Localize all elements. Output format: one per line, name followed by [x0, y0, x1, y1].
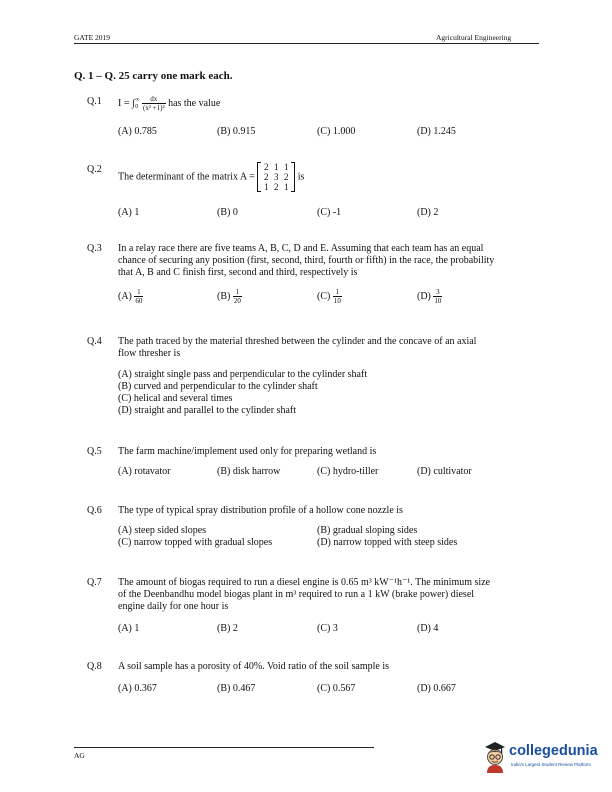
fraction-denominator: 60 — [135, 297, 143, 305]
option-c: (C) -1 — [317, 207, 342, 218]
question-number: Q.5 — [87, 446, 102, 457]
question-stem-line: that A, B and C finish first, second and third, respectively is — [118, 267, 358, 278]
option-d: (D) cultivator — [417, 466, 472, 477]
option-a: (A) 0.367 — [118, 683, 157, 694]
option-a: (A) 0.785 — [118, 126, 157, 137]
option-d: (D) 2 — [417, 207, 439, 218]
question-number: Q.7 — [87, 577, 102, 588]
integral-upper-limit: ∞ — [135, 96, 140, 103]
option-b — [217, 288, 242, 305]
fraction-denominator: 20 — [233, 297, 241, 305]
matrix-cell: 2 — [263, 162, 269, 172]
question-stem-suffix: is — [297, 171, 305, 183]
question-stem-line: The amount of biogas required to run a diesel engine is 0.65 m³ kW⁻¹h⁻¹. The minimum size — [118, 577, 491, 588]
question-stem-line: In a relay race there are five teams A, B, C, D and E. Assuming that each team has an equal — [118, 243, 484, 254]
question-stem-suffix: has the value — [168, 97, 221, 109]
option-fraction — [233, 288, 242, 305]
option-d — [417, 288, 442, 305]
header-rule — [74, 43, 539, 44]
matrix-row — [261, 172, 291, 182]
matrix-a — [257, 162, 295, 192]
option-a: (A) 1 — [118, 623, 140, 634]
footer-rule — [74, 747, 374, 748]
fraction-denominator: 10 — [333, 297, 341, 305]
option-fraction — [333, 288, 342, 305]
option-fraction — [433, 288, 442, 305]
question-stem-line: engine daily for one hour is — [118, 601, 229, 612]
fraction-numerator: 1 — [233, 288, 242, 297]
question-stem-line: flow thresher is — [118, 348, 181, 359]
option-label: (B) — [217, 291, 231, 302]
option-b: (B) disk harrow — [217, 466, 281, 477]
question-number: Q.4 — [87, 336, 102, 347]
question-number: Q.8 — [87, 661, 102, 672]
header-exam-name: GATE 2019 — [74, 33, 111, 42]
option-c: (C) narrow topped with gradual slopes — [118, 537, 273, 548]
option-b: (B) 0.467 — [217, 683, 256, 694]
option-c — [317, 288, 342, 305]
footer-paper-code: AG — [74, 751, 85, 760]
matrix-cell: 1 — [273, 162, 279, 172]
option-a: (A) 1 — [118, 207, 140, 218]
option-fraction — [134, 288, 143, 305]
matrix-cell: 2 — [273, 182, 279, 192]
option-d: (D) narrow topped with steep sides — [317, 537, 458, 548]
question-stem-line: The type of typical spray distribution profile of a hollow cone nozzle is — [118, 505, 403, 516]
option-d: (D) 4 — [417, 623, 439, 634]
integrand-numerator: dx — [142, 95, 166, 104]
option-d: (D) straight and parallel to the cylinder shaft — [118, 405, 296, 416]
integrand-denominator: (x² +1)² — [143, 104, 165, 112]
question-number: Q.1 — [87, 96, 102, 107]
collegedunia-logo — [482, 738, 610, 778]
question-stem-line: A soil sample has a porosity of 40%. Void ratio of the soil sample is — [118, 661, 389, 672]
integrand-fraction — [142, 95, 166, 112]
option-c: (C) 3 — [317, 623, 338, 634]
question-stem-line: chance of securing any position (first, second, third, fourth or fifth) in the race, the probability — [118, 255, 495, 266]
fraction-numerator: 1 — [333, 288, 342, 297]
question-number: Q.3 — [87, 243, 102, 254]
question-stem-line: of the Deenbandhu model biogas plant in m³ required to run a 1 kW (brake power) diesel — [118, 589, 475, 600]
question-stem-prefix: The determinant of the matrix A = — [118, 171, 255, 183]
question-number: Q.6 — [87, 505, 102, 516]
option-a: (A) steep sided slopes — [118, 525, 207, 536]
option-c: (C) 1.000 — [317, 126, 356, 137]
option-label: (D) — [417, 291, 431, 302]
question-stem-q2 — [118, 162, 304, 192]
integral-prefix: I = ∫ — [118, 97, 135, 109]
mascot-icon — [482, 740, 508, 774]
matrix-cell: 2 — [283, 172, 289, 182]
option-label: (A) — [118, 291, 132, 302]
matrix-row — [261, 162, 291, 172]
question-stem-q1 — [118, 95, 220, 112]
option-d: (D) 1.245 — [417, 126, 456, 137]
option-a: (A) straight single pass and perpendicular to the cylinder shaft — [118, 369, 368, 380]
fraction-numerator: 1 — [134, 288, 143, 297]
header-subject: Agricultural Engineering — [436, 33, 512, 42]
integral-lower-limit: 0 — [135, 103, 139, 110]
question-stem-line: The farm machine/implement used only for preparing wetland is — [118, 446, 377, 457]
matrix-cell: 1 — [283, 182, 289, 192]
fraction-denominator: 10 — [434, 297, 442, 305]
option-d: (D) 0.667 — [417, 683, 456, 694]
matrix-cell: 2 — [263, 172, 269, 182]
option-label: (C) — [317, 291, 331, 302]
option-c: (C) hydro-tiller — [317, 466, 379, 477]
logo-tagline: India's Largest Student Review Platform — [511, 762, 591, 767]
option-b: (B) curved and perpendicular to the cylinder shaft — [118, 381, 318, 392]
logo-wordmark: collegedunia — [509, 743, 598, 759]
option-c: (C) helical and several times — [118, 393, 233, 404]
option-b: (B) gradual sloping sides — [317, 525, 418, 536]
option-a: (A) rotavator — [118, 466, 171, 477]
matrix-cell: 1 — [263, 182, 269, 192]
option-a — [118, 288, 143, 305]
option-b: (B) 2 — [217, 623, 238, 634]
option-b: (B) 0 — [217, 207, 238, 218]
matrix-row — [261, 182, 291, 192]
question-number: Q.2 — [87, 164, 102, 175]
option-b: (B) 0.915 — [217, 126, 256, 137]
section-title: Q. 1 – Q. 25 carry one mark each. — [74, 70, 233, 82]
matrix-cell: 3 — [273, 172, 279, 182]
fraction-numerator: 3 — [433, 288, 442, 297]
question-stem-line: The path traced by the material threshed between the cylinder and the concave of an axial — [118, 336, 477, 347]
matrix-cell: 1 — [283, 162, 289, 172]
option-c: (C) 0.567 — [317, 683, 356, 694]
